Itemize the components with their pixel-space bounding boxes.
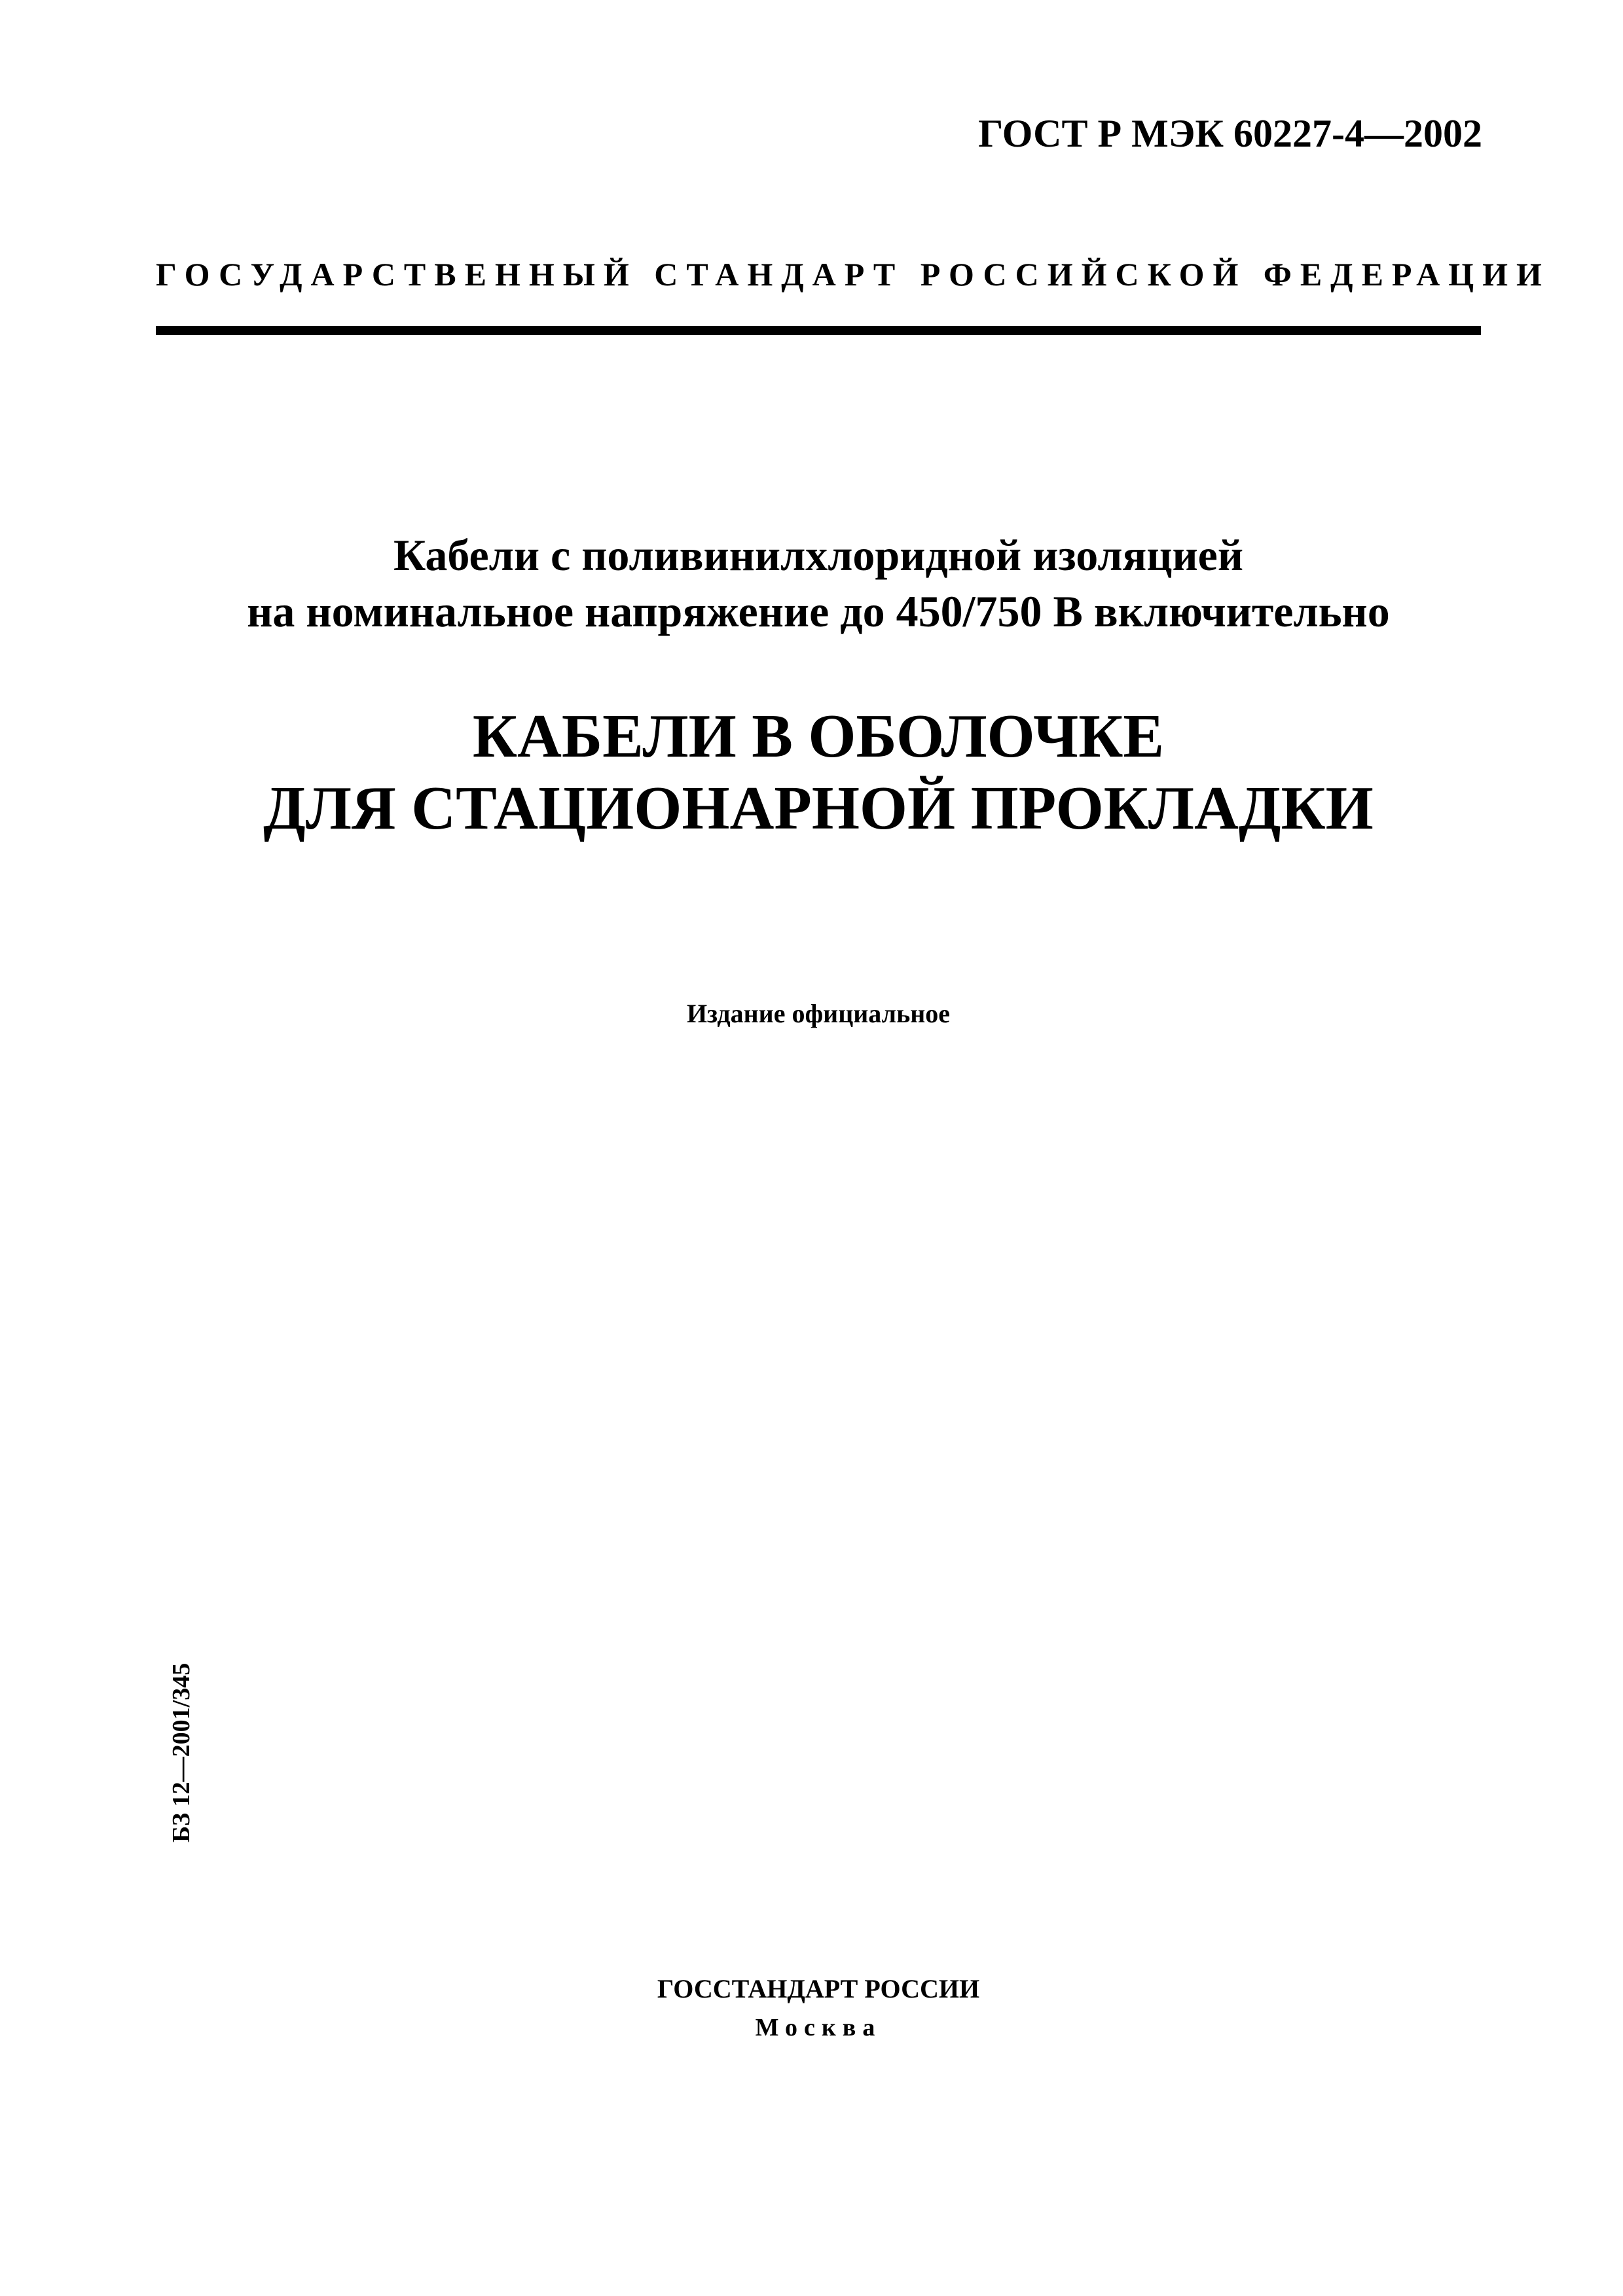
header-divider (156, 326, 1481, 335)
issuing-authority: ГОСУДАРСТВЕННЫЙ СТАНДАРТ РОССИЙСКОЙ ФЕДЕРАЦИИ (156, 256, 1550, 293)
document-subtitle (156, 527, 1481, 639)
subtitle-line-2: на номинальное напряжение до 450/750 В включительно (247, 586, 1390, 636)
main-title-line-2: ДЛЯ СТАЦИОНАРНОЙ ПРОКЛАДКИ (263, 774, 1374, 842)
publisher-city: Москва (755, 2014, 882, 2041)
publisher-name: ГОССТАНДАРТ РОССИИ (657, 1974, 980, 2003)
document-main-title (156, 700, 1481, 844)
side-catalog-code: БЗ 12—2001/345 (168, 1662, 195, 1842)
subtitle-line-1: Кабели с поливинилхлоридной изоляцией (393, 530, 1243, 580)
edition-note: Издание официальное (686, 999, 951, 1028)
document-code: ГОСТ Р МЭК 60227-4—2002 (978, 112, 1482, 155)
main-title-line-1: КАБЕЛИ В ОБОЛОЧКЕ (472, 702, 1165, 770)
